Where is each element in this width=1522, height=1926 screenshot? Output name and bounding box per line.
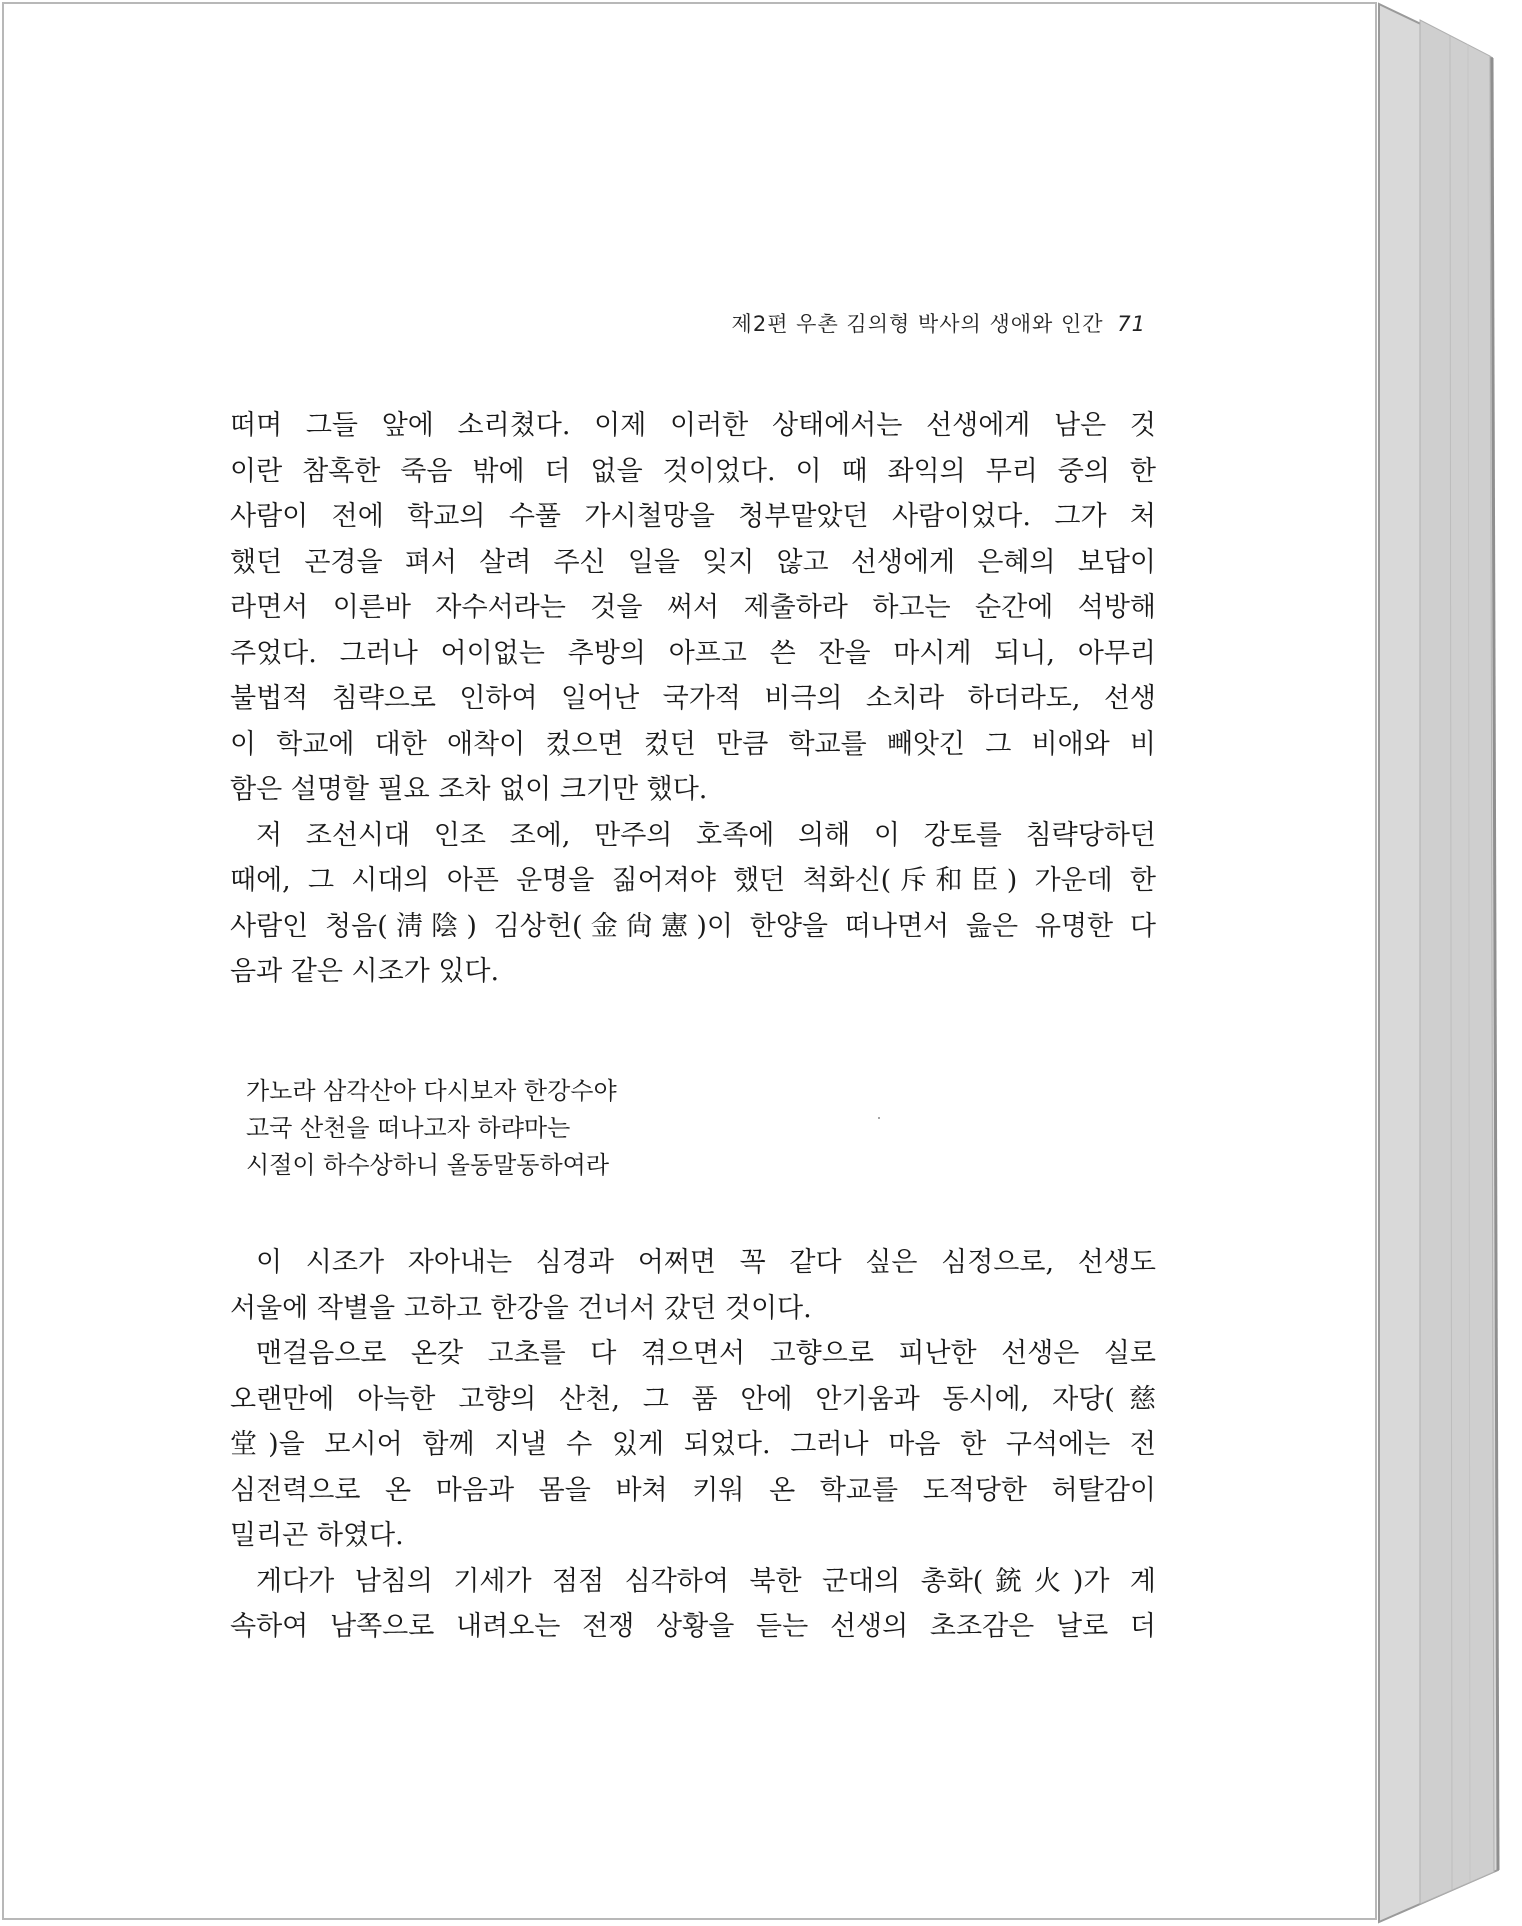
text-line: 했던 곤경을 펴서 살려 주신 일을 잊지 않고 선생에게 은혜의 보답이: [230, 546, 1156, 578]
text-line: 때에, 그 시대의 아픈 운명을 짊어져야 했던 척화신(斥和臣) 가운데 한: [230, 865, 1157, 896]
text-line: 밀리곤 하였다.: [230, 1520, 404, 1551]
text-line: 서울에 작별을 고하고 한강을 건너서 갔던 것이다.: [230, 1292, 812, 1324]
text-line: 함은 설명할 필요 조차 없이 크기만 했다.: [230, 774, 708, 805]
sijo-poem: [246, 1073, 617, 1184]
text-line: 불법적 침략으로 인하여 일어난 국가적 비극의 소치라 하더라도, 선생: [230, 683, 1156, 714]
body-paragraphs-1: [230, 403, 1156, 995]
poem-line: 가노라 삼각산아 다시보자 한강수야: [246, 1077, 617, 1105]
text-line: 저 조선시대 인조 조에, 만주의 호족에 의해 이 강토를 침략당하던: [256, 819, 1156, 851]
poem-line: 고국 산천을 떠나고자 하랴마는: [246, 1114, 571, 1142]
poem-line: 시절이 하수상하니 올동말동하여라: [246, 1151, 610, 1179]
text-line: 음과 같은 시조가 있다.: [230, 956, 500, 987]
text-line: 라면서 이른바 자수서라는 것을 써서 제출하라 하고는 순간에 석방해: [230, 592, 1156, 623]
text-line: 사람인 청음(淸陰) 김상헌(金尙憲)이 한양을 떠나면서 읊은 유명한 다: [230, 910, 1156, 942]
text-line: 떠며 그들 앞에 소리쳤다. 이제 이러한 상태에서는 선생에게 남은 것: [230, 410, 1156, 441]
text-line: 이 시조가 자아내는 심경과 어쩌면 꼭 같다 싶은 심정으로, 선생도: [256, 1247, 1156, 1278]
text-line: 맨걸음으로 온갖 고초를 다 겪으면서 고향으로 피난한 선생은 실로: [256, 1338, 1156, 1369]
text-line: 이란 참혹한 죽음 밖에 더 없을 것이었다. 이 때 좌익의 무리 중의 한: [230, 455, 1156, 487]
running-head-title: 제2편 우촌 김의형 박사의 생애와 인간: [731, 312, 1104, 336]
body-paragraphs-2: [230, 1240, 1156, 1650]
scan-speck: [878, 1117, 880, 1119]
page-number: 71: [1117, 312, 1146, 336]
text-line: 심전력으로 온 마음과 몸을 바쳐 키워 온 학교를 도적당한 허탈감이: [230, 1474, 1156, 1506]
text-line: 이 학교에 대한 애착이 컸으면 컸던 만큼 학교를 빼앗긴 그 비애와 비: [230, 728, 1156, 760]
text-line: 게다가 남침의 기세가 점점 심각하여 북한 군대의 총화(銃火)가 계: [256, 1565, 1156, 1597]
text-line: 사람이 전에 학교의 수풀 가시철망을 청부맡았던 사람이었다. 그가 처: [230, 501, 1156, 532]
text-line: 속하여 남쪽으로 내려오는 전쟁 상황을 듣는 선생의 초조감은 날로 더: [230, 1611, 1156, 1642]
text-line: 오랜만에 아늑한 고향의 산천, 그 품 안에 안기움과 동시에, 자당(慈: [230, 1383, 1156, 1415]
text-line: 주었다. 그러나 어이없는 추방의 아프고 쓴 잔을 마시게 되니, 아무리: [230, 637, 1156, 669]
text-line: 堂)을 모시어 함께 지낼 수 있게 되었다. 그러나 마음 한 구석에는 전: [230, 1429, 1156, 1460]
running-head: [732, 308, 1146, 338]
